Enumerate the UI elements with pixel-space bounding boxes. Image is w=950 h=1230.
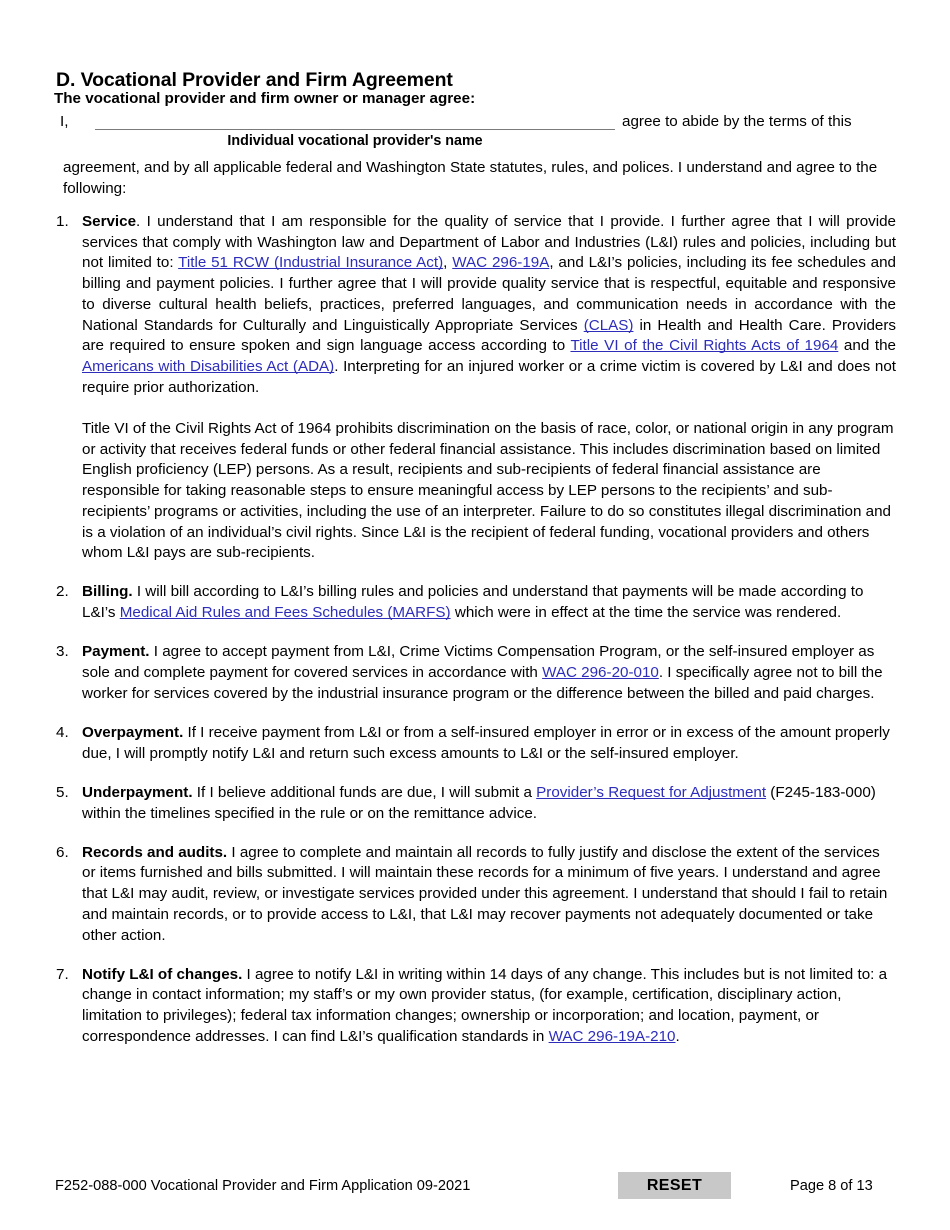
list-item	[56, 843, 896, 947]
list-item-body	[82, 642, 896, 704]
list-item-number: 5.	[56, 783, 69, 801]
text-run: If I receive payment from L&I or from a self-insured employer in error or in excess of the amount properly due, I will promptly notify L&I and return such excess amounts to L&I or the self-insured employer.	[82, 723, 890, 762]
text-run: I agree to accept payment from L&I, Crime Victims Compensation Program, or the self-insured employer as sole and complete payment for covered services in accordance with	[82, 643, 875, 682]
list-item	[56, 723, 896, 764]
signature-name-row	[54, 110, 900, 149]
link-clas[interactable]: (CLAS)	[583, 316, 634, 334]
text-run: ,	[443, 254, 453, 272]
list-item	[56, 642, 896, 704]
text-run: If I believe additional funds are due, I will submit a	[192, 783, 537, 801]
fill-prefix-label: I,	[60, 113, 69, 130]
list-item-body	[82, 783, 896, 824]
link-title-51-rcw[interactable]: Title 51 RCW (Industrial Insurance Act)	[178, 254, 444, 272]
fill-caption-label: Individual vocational provider's name	[227, 133, 483, 149]
link-title-vi-civil-rights[interactable]: Title VI of the Civil Rights Acts of 1964	[570, 337, 839, 355]
list-item-body	[82, 723, 896, 764]
list-item-lead: Service	[82, 213, 137, 230]
list-item-body	[82, 965, 896, 1048]
list-item-lead: Records and audits.	[82, 843, 228, 861]
page-number: Page 8 of 13	[790, 1178, 873, 1194]
page-footer	[0, 1172, 950, 1202]
link-wac-296-19a-210[interactable]: WAC 296-19A-210	[548, 1027, 676, 1045]
link-wac-296-19a[interactable]: WAC 296-19A	[452, 254, 550, 272]
individual-provider-name-input[interactable]	[95, 110, 615, 130]
link-ada[interactable]: Americans with Disabilities Act (ADA)	[82, 357, 335, 375]
text-run: in Health and Health Care. Providers are required to ensure spoken and sign language access according to	[82, 316, 896, 355]
list-item-number: 3.	[56, 643, 69, 661]
text-run: I agree to notify L&I in writing within 14 days of any change. This includes but is not limited to: a change in contact information; my staff’s or my own provider status, (for example, certification, disciplinary action, limitation to privileges); federal tax information changes; ownership or incorporation; and location, payment, or correspondence addresses. I can find L&I’s qualification standards in	[82, 965, 888, 1045]
link-providers-request-for-adjustment[interactable]: Provider’s Request for Adjustment	[536, 783, 767, 801]
list-item-lead: Overpayment.	[82, 723, 184, 741]
list-item	[56, 212, 896, 564]
list-item-lead: Underpayment.	[82, 783, 193, 801]
section-subheading: The vocational provider and firm owner or manager agree:	[54, 90, 476, 107]
text-run: . I understand that I am responsible for the quality of service that I provide. I further agree that I will provide services that comply with Washington law and Department of Labor and Industries (L&I) rules and policies, including but not limited to:	[82, 213, 896, 272]
reset-button[interactable]: RESET	[618, 1172, 731, 1199]
list-item-number: 1.	[56, 213, 69, 230]
list-item-number: 2.	[56, 583, 69, 601]
list-item-number: 6.	[56, 843, 69, 861]
list-item-body	[82, 843, 896, 947]
link-wac-296-20-010[interactable]: WAC 296-20-010	[542, 664, 659, 682]
text-run: and the	[838, 337, 896, 355]
fill-tail-text: agree to abide by the terms of this	[622, 113, 852, 130]
list-item-body	[82, 212, 896, 398]
text-run: I agree to complete and maintain all records to fully justify and disclose the extent of the services or items furnished and bills submitted. I will maintain these records for a minimum of five years. I understand and agree that L&I may audit, review, or investigate services provided under this agreement. I understand that should I fail to retain and maintain records, or to provide access to L&I, that L&I may recover payments not adequately documented or take other action.	[82, 843, 888, 944]
list-item-body-second-paragraph: Title VI of the Civil Rights Act of 1964 prohibits discrimination on the basis of race, color, or national origin in any program or activity that receives federal funds or other federal financial assistance. This includes discrimination based on limited English proficiency (LEP) persons. As a result, recipients and sub-recipients of federal financial assistance are responsible for taking reasonable steps to ensure meaningful access by LEP persons to the recipients’ and sub-recipients’ programs or activities, including the use of an interpreter. Failure to do so constitutes illegal discrimination and is a violation of an individual’s civil rights. Since L&I is the recipient of federal funding, vocational providers and others whom L&I pays are sub-recipients.	[82, 420, 894, 562]
link-marfs[interactable]: Medical Aid Rules and Fees Schedules (MARFS)	[119, 604, 451, 622]
list-item	[56, 965, 896, 1048]
list-item-number: 4.	[56, 723, 69, 741]
text-run: . I specifically agree not to bill the worker for services covered by the industrial insurance program or the difference between the billed and paid charges.	[82, 664, 883, 702]
text-run: (F245-183-000) within the timelines specified in the rule or on the remittance advice.	[82, 783, 876, 822]
text-run: .	[675, 1027, 680, 1045]
form-identifier: F252-088-000 Vocational Provider and Firm Application 09-2021	[55, 1178, 471, 1194]
list-item	[56, 783, 896, 824]
text-run: which were in effect at the time the service was rendered.	[450, 604, 842, 622]
page-title: D. Vocational Provider and Firm Agreement	[56, 69, 453, 92]
text-run: . Interpreting for an injured worker or a crime victim is covered by L&I and does not require prior authorization.	[82, 357, 896, 396]
text-run: , and L&I’s policies, including its fee schedules and billing and payment policies. I further agree that I will provide quality service that is respectful, equitable and responsive to diverse cultural health beliefs, practices, preferred languages, and communication needs in accordance with the National Standards for Culturally and Linguistically Appropriate Services	[82, 254, 896, 334]
list-item-lead: Billing.	[82, 583, 133, 601]
text-run: I will bill according to L&I’s billing rules and policies and understand that payments will be made according to L&I’s	[82, 583, 864, 622]
agreement-terms-list	[56, 212, 896, 1066]
list-item-lead: Payment.	[82, 643, 150, 661]
list-item-body	[82, 582, 896, 623]
list-item-lead: Notify L&I of changes.	[82, 965, 243, 983]
list-item	[56, 582, 896, 623]
intro-paragraph: agreement, and by all applicable federal and Washington State statutes, rules, and polices. I understand and agree to the following:	[63, 159, 878, 197]
list-item-number: 7.	[56, 965, 69, 983]
